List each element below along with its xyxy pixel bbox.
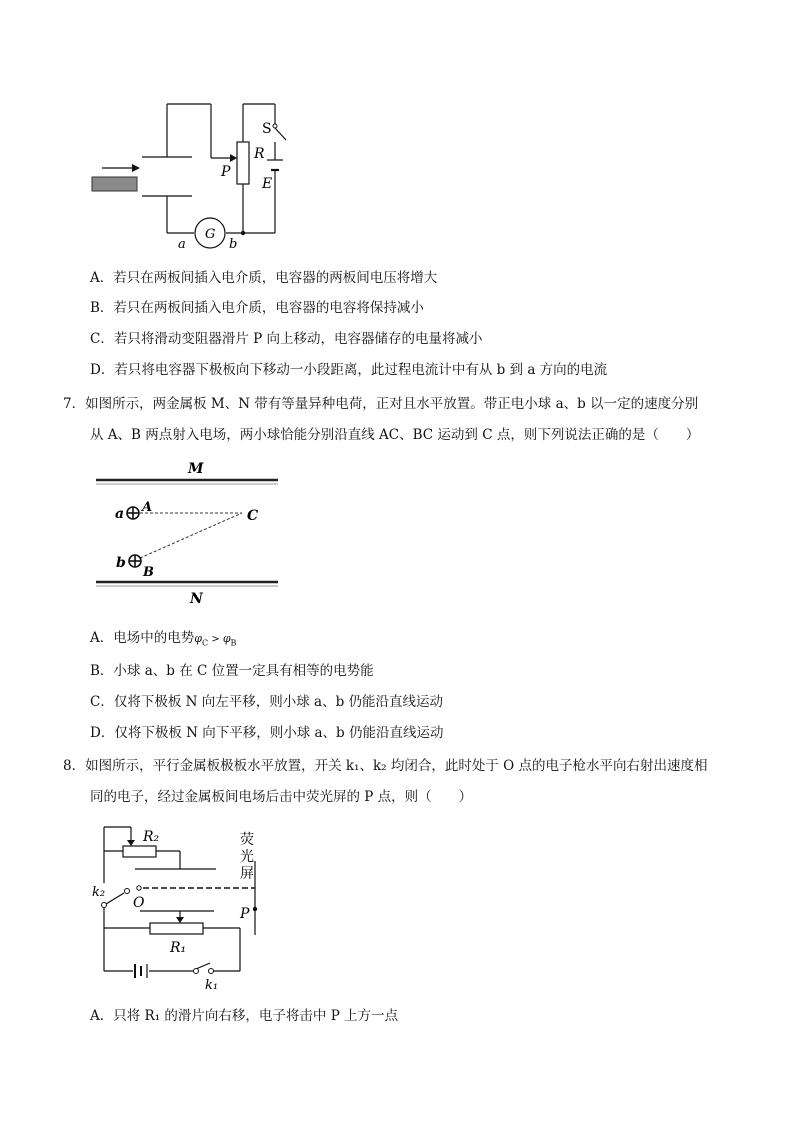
electron-gun-circuit-figure <box>0 815 794 1005</box>
label-a: a <box>178 237 186 252</box>
subscript-b: B <box>230 638 237 648</box>
label-P: P <box>240 906 250 922</box>
greater-than-sign: > <box>208 634 223 645</box>
q7-option-a-text: A．电场中的电势 <box>90 630 195 646</box>
phi-symbol: φ <box>194 632 202 645</box>
label-screen-1: 荧 <box>240 832 254 848</box>
label-B: B <box>143 565 154 580</box>
label-E: E <box>262 176 273 192</box>
label-M: M <box>188 461 204 477</box>
label-C: C <box>247 508 259 524</box>
label-N: N <box>190 591 203 607</box>
label-b: b <box>229 237 238 252</box>
phi-symbol: φ <box>222 632 231 645</box>
q8-stem-line1: 8．如图所示，平行金属板极板水平放置，开关 k₁、k₂ 均闭合，此时处于 O 点的电子枪水平向右射出速度相 <box>63 758 708 774</box>
label-b-ball: b <box>116 555 126 571</box>
label-O: O <box>133 895 145 911</box>
label-G: G <box>205 227 216 242</box>
label-screen-2: 光 <box>240 849 254 865</box>
q8-option-a: A．只将 R₁ 的滑片向右移，电子将击中 P 上方一点 <box>90 1008 399 1024</box>
q6-option-b: B．若只在两板间插入电介质，电容器的电容将保持减小 <box>90 300 424 316</box>
q8-stem-line2: 同的电子，经过金属板间电场后击中荧光屏的 P 点，则（ ） <box>90 789 473 805</box>
q7-option-d: D．仅将下极板 N 向下平移，则小球 a、b 仍能沿直线运动 <box>90 725 444 741</box>
q7-option-b: B．小球 a、b 在 C 位置一定具有相等的电势能 <box>90 663 374 679</box>
q6-option-d: D．若只将电容器下极板向下移动一小段距离，此过程电流计中有从 b 到 a 方向的电流 <box>90 362 608 378</box>
q7-stem-line2: 从 A、B 两点射入电场，两小球恰能分别沿直线 AC、BC 运动到 C 点，则下列说法正确的是（ ） <box>90 427 700 443</box>
capacitor-circuit-figure <box>0 0 794 260</box>
q7-stem-line1: 7．如图所示，两金属板 M、N 带有等量异种电荷，正对且水平放置。带正电小球 a、b 以一定的速度分别 <box>63 396 699 412</box>
label-R2: R₂ <box>143 829 160 845</box>
subscript-c: C <box>201 638 209 648</box>
label-a-ball: a <box>115 506 125 522</box>
label-k1: k₁ <box>205 978 219 993</box>
label-R: R <box>254 146 265 162</box>
label-k2: k₂ <box>92 885 106 900</box>
label-S: S <box>262 121 272 137</box>
label-P: P <box>221 164 231 180</box>
q6-option-a: A．若只在两板间插入电介质，电容器的两板间电压将增大 <box>90 270 438 286</box>
label-R1: R₁ <box>170 940 187 956</box>
q7-option-a <box>90 628 236 654</box>
q7-option-c: C．仅将下极板 N 向左平移，则小球 a、b 仍能沿直线运动 <box>90 694 443 710</box>
parallel-plates-figure <box>0 455 794 615</box>
label-screen-3: 屏 <box>240 866 254 882</box>
q6-option-c: C．若只将滑动变阻器滑片 P 向上移动，电容器储存的电量将减小 <box>90 331 483 347</box>
label-A: A <box>142 500 153 515</box>
